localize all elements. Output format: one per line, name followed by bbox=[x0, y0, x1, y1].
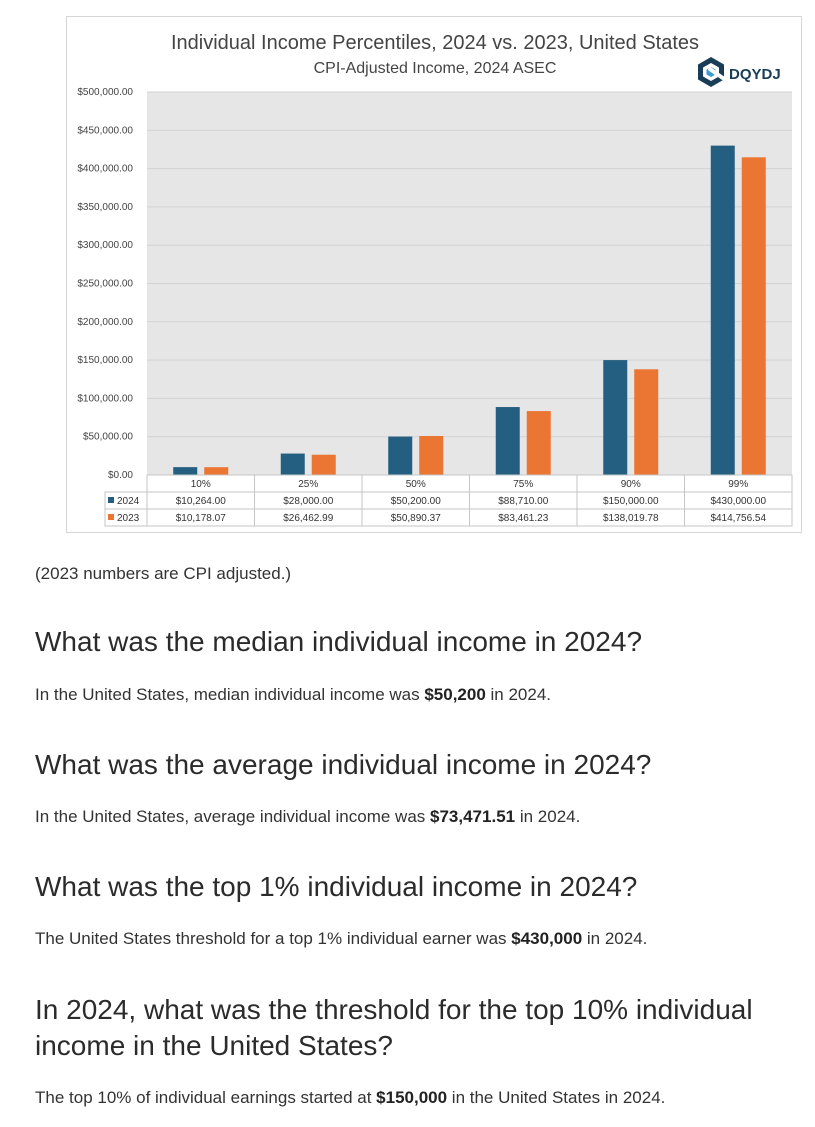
answer-value: $73,471.51 bbox=[430, 807, 516, 826]
answer-text: The United States threshold for a top 1% individual earner was bbox=[35, 929, 512, 948]
bar-2024-90pct bbox=[603, 360, 627, 475]
answer-text: in the United States in 2024. bbox=[447, 1088, 666, 1107]
chart-container bbox=[66, 16, 802, 533]
answer-value: $430,000 bbox=[511, 929, 583, 948]
data-label: $50,890.37 bbox=[390, 513, 441, 524]
faq-answer-median bbox=[35, 683, 805, 707]
legend-entry: 2024 bbox=[117, 496, 140, 507]
faq-question-top10: In 2024, what was the threshold for the top 10% individual income in the United States? bbox=[35, 994, 753, 1061]
y-tick-label: $450,000.00 bbox=[77, 125, 133, 137]
answer-value: $50,200 bbox=[424, 685, 486, 704]
faq-answer-average bbox=[35, 805, 805, 829]
y-tick-label: $200,000.00 bbox=[77, 316, 133, 328]
y-tick-label: $100,000.00 bbox=[77, 393, 133, 405]
bar-2024-50pct bbox=[388, 437, 412, 475]
answer-text: In the United States, median individual income was bbox=[35, 685, 425, 704]
answer-text: in 2024. bbox=[515, 807, 581, 826]
x-tick-label: 50% bbox=[405, 479, 426, 490]
y-tick-label: $0.00 bbox=[107, 470, 133, 481]
faq-question-top1: What was the top 1% individual income in 2024? bbox=[35, 871, 638, 902]
bar-2024-10pct bbox=[173, 467, 197, 475]
data-label: $10,264.00 bbox=[175, 496, 226, 507]
data-label: $26,462.99 bbox=[283, 513, 334, 524]
data-label: $430,000.00 bbox=[710, 496, 767, 507]
answer-text: In the United States, average individual income was bbox=[35, 807, 431, 826]
data-label: $83,461.23 bbox=[498, 513, 549, 524]
income-percentile-chart bbox=[67, 17, 803, 534]
answer-text: in 2024. bbox=[582, 929, 648, 948]
data-label: $28,000.00 bbox=[283, 496, 334, 507]
bar-2024-25pct bbox=[281, 454, 305, 475]
y-tick-label: $150,000.00 bbox=[77, 355, 133, 367]
chart-subtitle: CPI-Adjusted Income, 2024 ASEC bbox=[313, 60, 557, 77]
y-tick-label: $400,000.00 bbox=[77, 163, 133, 175]
data-label: $10,178.07 bbox=[175, 513, 226, 524]
data-label: $414,756.54 bbox=[710, 513, 767, 524]
dqydj-logo-icon bbox=[698, 57, 726, 87]
cpi-caption: (2023 numbers are CPI adjusted.) bbox=[35, 564, 292, 583]
brand-wordmark: DQYDJ bbox=[729, 66, 781, 83]
faq-question-average: What was the average individual income in 2024? bbox=[35, 749, 652, 780]
data-label: $50,200.00 bbox=[390, 496, 441, 507]
bar-2023-75pct bbox=[527, 411, 551, 475]
bar-2023-90pct bbox=[634, 369, 658, 475]
bar-2024-99pct bbox=[711, 146, 735, 475]
x-tick-label: 10% bbox=[190, 479, 211, 490]
x-tick-label: 90% bbox=[620, 479, 641, 490]
legend-entry: 2023 bbox=[117, 513, 140, 524]
bar-2023-25pct bbox=[312, 455, 336, 475]
faq-answer-top10 bbox=[35, 1086, 805, 1110]
y-tick-label: $250,000.00 bbox=[77, 278, 133, 290]
answer-text: in 2024. bbox=[485, 685, 552, 704]
answer-text: The top 10% of individual earnings started at bbox=[35, 1088, 377, 1107]
bar-2023-99pct bbox=[742, 157, 766, 475]
x-tick-label: 25% bbox=[298, 479, 319, 490]
faq-question-median: What was the median individual income in 2024? bbox=[35, 626, 643, 657]
x-tick-label: 99% bbox=[728, 479, 749, 490]
faq-answer-top1 bbox=[35, 927, 805, 951]
y-tick-label: $350,000.00 bbox=[77, 201, 133, 213]
legend-swatch bbox=[108, 497, 114, 503]
answer-value: $150,000 bbox=[376, 1088, 448, 1107]
bar-2023-50pct bbox=[419, 436, 443, 475]
y-tick-label: $500,000.00 bbox=[77, 87, 133, 98]
chart-title: Individual Income Percentiles, 2024 vs. 2023, United States bbox=[170, 32, 700, 54]
data-label: $150,000.00 bbox=[602, 496, 659, 507]
y-tick-label: $300,000.00 bbox=[77, 240, 133, 252]
bar-2024-75pct bbox=[496, 407, 520, 475]
data-label: $138,019.78 bbox=[602, 513, 659, 524]
data-label: $88,710.00 bbox=[498, 496, 549, 507]
legend-swatch bbox=[108, 514, 114, 520]
x-tick-label: 75% bbox=[513, 479, 534, 490]
y-tick-label: $50,000.00 bbox=[82, 431, 133, 443]
bar-2023-10pct bbox=[204, 467, 228, 475]
